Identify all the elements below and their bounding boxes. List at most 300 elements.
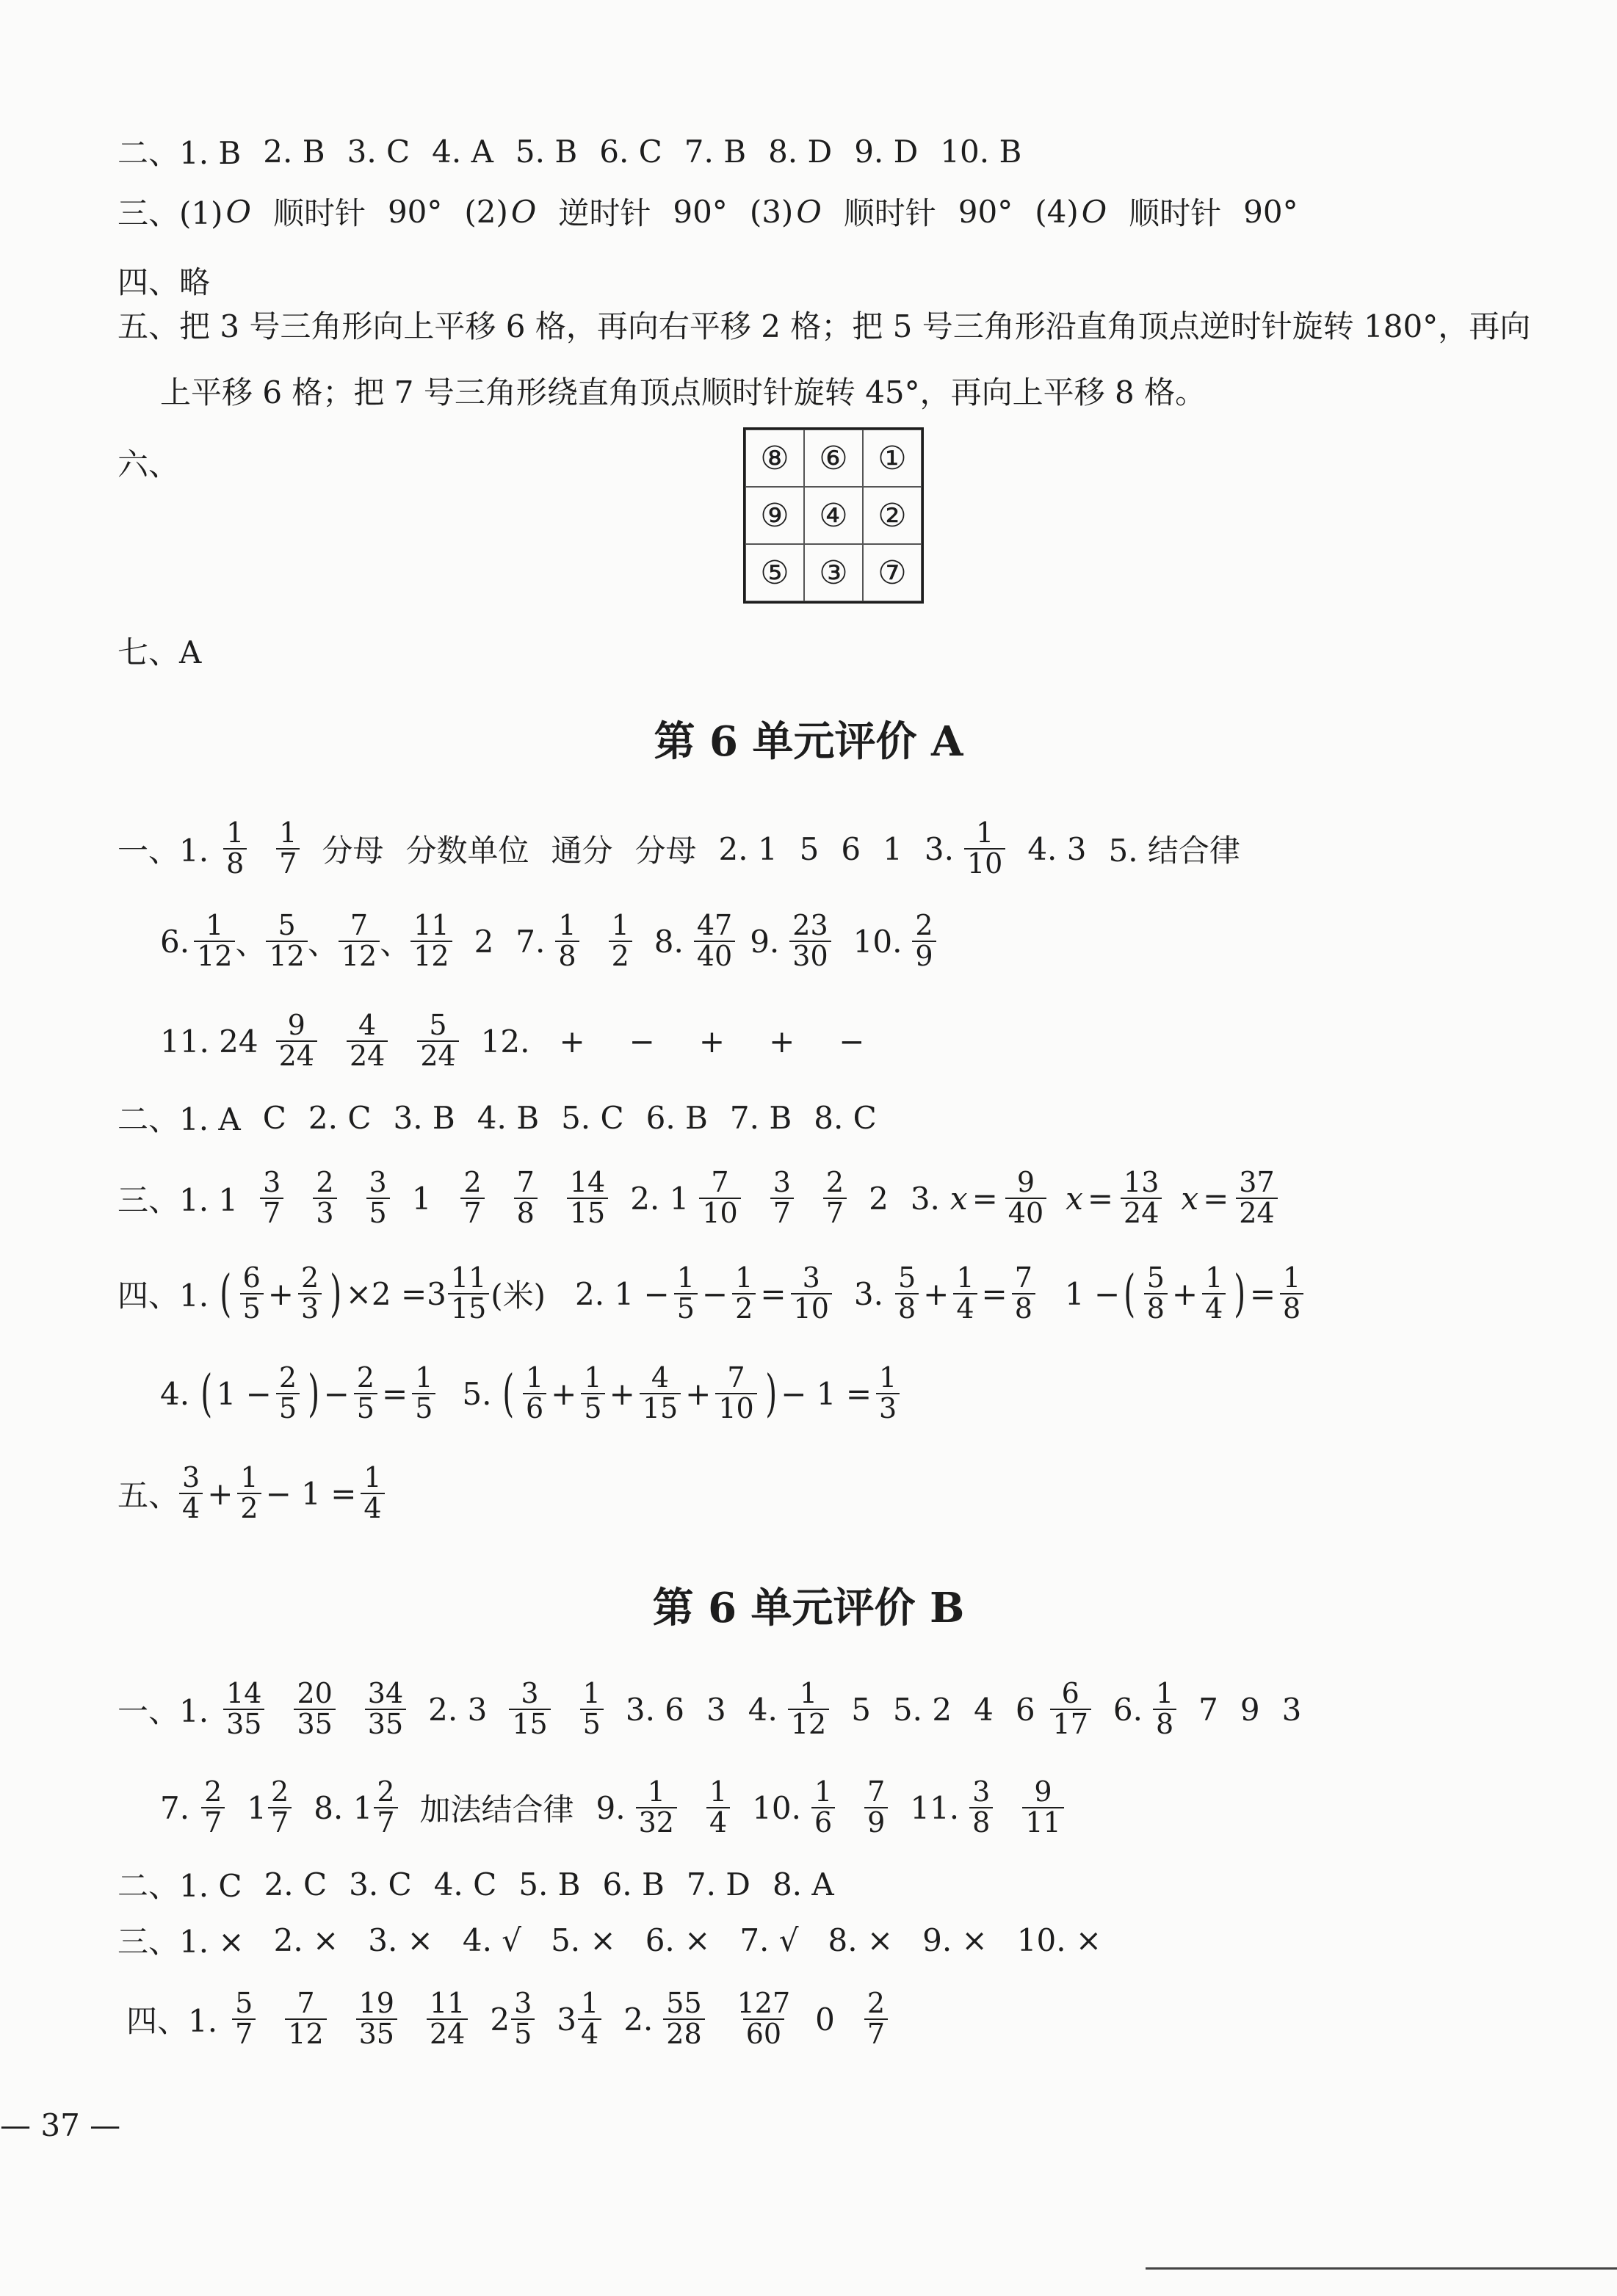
fraction [412, 1361, 435, 1424]
numerator: 6 [1061, 1677, 1079, 1710]
numerator: 1 [976, 816, 994, 850]
fraction [1022, 1775, 1063, 1839]
denominator: 3 [876, 1393, 900, 1424]
fraction [640, 1361, 681, 1424]
answer-text: 90° [958, 193, 1013, 230]
answer-text: 5. B [518, 1866, 581, 1902]
answer-text: 90° [1243, 193, 1298, 230]
unit-a-row-2 [160, 909, 958, 972]
answer-text: 10. [752, 1789, 801, 1826]
fraction [811, 1775, 835, 1839]
denominator: 5 [581, 1393, 604, 1424]
numerator: 3 [802, 1261, 820, 1294]
fraction [788, 1679, 829, 1739]
answer-text: 3. C [349, 1866, 412, 1902]
answer-text: 2 [490, 2001, 510, 2038]
answer-text: − 1 = [265, 1475, 357, 1512]
unit-a-row-6 [117, 1261, 1308, 1325]
fraction [260, 1168, 283, 1228]
answer-text: 11. 24 [160, 1023, 258, 1060]
fraction [427, 1989, 468, 2049]
answer-text: 1 [883, 830, 902, 867]
numerator: 2 [867, 1987, 886, 2020]
numerator: 6 [242, 1261, 261, 1294]
unit-b-row-1 [117, 1677, 1323, 1740]
answer-text: 上平移 6 格；把 7 号三角形绕直角顶点顺时针旋转 45°，再向上平移 8 格。 [160, 374, 1207, 410]
fraction [895, 1261, 919, 1325]
answer-text: 3. 6 [625, 1691, 685, 1728]
grid-cell: ③ [804, 544, 863, 601]
answer-text: 2. [623, 2001, 654, 2038]
denominator: 10 [699, 1198, 740, 1228]
denominator: 12 [194, 941, 235, 971]
denominator: 7 [374, 1807, 397, 1838]
answer-text: 5. × [551, 1922, 616, 1958]
fraction [232, 1989, 256, 2049]
answer-text: 3. × [368, 1922, 433, 1958]
answer-text: 5. 结合律 [1108, 833, 1240, 869]
answer-text: 10. [853, 923, 902, 960]
numerator: 7 [1014, 1261, 1032, 1294]
answer-text: = [981, 1275, 1008, 1312]
answer-text: = [1203, 1180, 1229, 1217]
denominator: 5 [580, 1709, 604, 1739]
answer-text: 、 [380, 925, 411, 961]
fraction [460, 1168, 484, 1228]
fraction [609, 911, 632, 971]
answer-text: + [1171, 1275, 1198, 1312]
denominator: 3 [313, 1198, 336, 1228]
answer-line-5a [117, 303, 1552, 347]
answer-text: 2. 1 [718, 830, 778, 867]
answer-text: = [1087, 1180, 1114, 1217]
numerator: 5 [429, 1009, 447, 1042]
denominator: 7 [201, 1807, 225, 1838]
answer-text: 6. × [645, 1922, 711, 1958]
answer-text: 分母 [322, 833, 384, 869]
denominator: 7 [260, 1198, 283, 1228]
numerator: 1 [581, 1987, 599, 2020]
answer-text: 5 [799, 830, 820, 867]
answer-text: (3) [749, 193, 794, 230]
denominator: 12 [339, 941, 380, 971]
answer-text: 4. [748, 1691, 778, 1728]
answer-text: 9. [596, 1789, 626, 1826]
denominator: 8 [1280, 1293, 1303, 1324]
numerator: 5 [278, 909, 296, 942]
answer-text: 4. [160, 1375, 190, 1412]
fraction [266, 911, 307, 971]
answer-text: 1 [411, 1180, 432, 1217]
denominator: 7 [770, 1198, 794, 1228]
answer-text: 4. B [477, 1099, 540, 1136]
answer-text: 8. C [814, 1099, 877, 1136]
numerator: 19 [358, 1987, 394, 2020]
parenthesis: ( [502, 1364, 515, 1423]
answer-text: 3. B [393, 1099, 455, 1136]
answer-text: 7. B [729, 1099, 792, 1136]
answer-text: x [1181, 1180, 1199, 1217]
denominator: 6 [811, 1807, 835, 1838]
numerator: 2 [356, 1361, 375, 1394]
denominator: 17 [1050, 1709, 1091, 1739]
numerator: 1 [1155, 1677, 1174, 1710]
fraction [1236, 1168, 1277, 1228]
denominator: 15 [509, 1709, 550, 1739]
denominator: 7 [268, 1807, 292, 1838]
denominator: 8 [514, 1198, 538, 1228]
parenthesis: ) [1234, 1264, 1246, 1323]
answer-text: 分母 [634, 833, 697, 869]
denominator: 7 [823, 1198, 847, 1228]
answer-text: 顺时针 [272, 195, 366, 231]
numerator: 7 [711, 1166, 729, 1199]
fraction [240, 1261, 264, 1325]
answer-text: (2) [464, 193, 508, 230]
numerator: 3 [369, 1166, 387, 1199]
fraction [864, 1989, 888, 2049]
answer-text: 12. [480, 1023, 530, 1060]
fraction [1144, 1261, 1168, 1325]
fraction [567, 1168, 608, 1228]
fraction [339, 911, 380, 971]
denominator: 2 [237, 1493, 261, 1524]
answer-text: 8. A [772, 1866, 834, 1902]
denominator: 5 [366, 1198, 390, 1228]
answer-text: + [769, 1023, 795, 1060]
numerator: 1 [525, 1361, 544, 1394]
fraction [864, 1775, 888, 1839]
answer-text: 一、1. [117, 1693, 209, 1729]
fraction [580, 1679, 604, 1739]
answer-text: 90° [387, 193, 443, 230]
answer-text: 4. √ [462, 1922, 522, 1958]
fraction [194, 911, 235, 971]
answer-text: (米) [491, 1278, 546, 1314]
numerator: 11 [413, 909, 449, 942]
denominator: 2 [732, 1293, 756, 1324]
denominator: 5 [240, 1293, 264, 1324]
answer-text: 7. D [686, 1866, 750, 1902]
answer-text: 3. C [347, 133, 410, 170]
fraction [1012, 1261, 1035, 1325]
answer-text: 2. × [273, 1922, 339, 1958]
answer-text: + [685, 1375, 712, 1412]
answer-text: 7. [160, 1789, 190, 1826]
answer-text: ×2 =3 [345, 1275, 446, 1312]
numerator: 14 [569, 1166, 606, 1199]
fraction [361, 1463, 384, 1524]
parenthesis: ( [1124, 1264, 1136, 1323]
answer-line-2 [117, 129, 1043, 173]
answer-line-4 [117, 258, 232, 303]
denominator: 10 [964, 848, 1005, 879]
numerator: 1 [647, 1775, 665, 1808]
numerator: 1 [415, 1361, 433, 1394]
numerator: 1 [879, 1361, 897, 1394]
parenthesis: ) [330, 1264, 342, 1323]
answer-text: 5. C [561, 1099, 624, 1136]
fraction [448, 1261, 489, 1325]
numerator: 47 [696, 909, 733, 942]
numerator: 3 [972, 1775, 991, 1808]
denominator: 8 [1153, 1709, 1176, 1739]
answer-text: x [949, 1180, 968, 1217]
answer-text: 七、A [117, 634, 202, 670]
unit-b-row-3 [117, 1862, 856, 1906]
numerator: 3 [514, 1987, 532, 2020]
denominator: 8 [1144, 1293, 1168, 1324]
numerator: 1 [584, 1361, 602, 1394]
fraction [1202, 1261, 1226, 1325]
denominator: 35 [356, 2018, 397, 2049]
fraction [715, 1361, 756, 1424]
answer-text: x [1066, 1180, 1083, 1217]
fraction [581, 1361, 604, 1424]
fraction [417, 1011, 458, 1071]
fraction [876, 1361, 900, 1424]
denominator: 5 [276, 1393, 300, 1424]
denominator: 6 [523, 1393, 546, 1424]
denominator: 40 [1005, 1198, 1046, 1228]
denominator: 7 [232, 2018, 256, 2049]
numerator: 7 [516, 1166, 535, 1199]
denominator: 5 [674, 1293, 698, 1324]
answer-text: 2. C [264, 1866, 328, 1902]
answer-text: 三、1. × [117, 1924, 245, 1960]
grid-cell: ② [863, 487, 922, 544]
answer-text: 6. [1113, 1691, 1143, 1728]
page-number: — 37 — [0, 2107, 121, 2143]
numerator: 3 [773, 1166, 791, 1199]
fraction [663, 1989, 704, 2049]
numerator: 1 [956, 1261, 974, 1294]
answer-text: 1 − [1064, 1275, 1121, 1312]
answer-text: 2 [869, 1180, 889, 1217]
answer-line-5b [160, 369, 1228, 413]
answer-text: O [510, 193, 537, 230]
denominator: 15 [640, 1393, 681, 1424]
answer-text: 2 [474, 923, 494, 960]
denominator: 15 [448, 1293, 489, 1324]
parenthesis: ( [220, 1264, 232, 1323]
fraction [298, 1261, 322, 1325]
fraction [969, 1775, 993, 1839]
fraction [555, 911, 579, 971]
denominator: 28 [663, 2018, 704, 2049]
answer-text: = [972, 1180, 998, 1217]
denominator: 9 [912, 941, 936, 971]
fraction [699, 1168, 740, 1228]
numerator: 11 [429, 1987, 466, 2020]
answer-text: 顺时针 [1129, 195, 1222, 231]
numerator: 3 [263, 1166, 281, 1199]
denominator: 24 [417, 1040, 458, 1071]
fraction [523, 1361, 546, 1424]
answer-text: + [267, 1275, 294, 1312]
fraction [347, 1011, 388, 1071]
fraction [1050, 1679, 1091, 1739]
denominator: 2 [609, 941, 632, 971]
numerator: 9 [287, 1009, 305, 1042]
fraction [410, 911, 452, 971]
answer-text: 5. 2 [892, 1691, 952, 1728]
fraction [734, 1989, 794, 2049]
fraction [1153, 1679, 1176, 1739]
answer-text: 3 [557, 2001, 576, 2038]
answer-text: 4. C [433, 1866, 497, 1902]
parenthesis: ) [308, 1364, 320, 1423]
fraction [953, 1261, 977, 1325]
answer-text: 二、1. A [117, 1101, 241, 1137]
answer-text: + [559, 1023, 585, 1060]
answer-text: 6. B [645, 1099, 708, 1136]
denominator: 12 [266, 941, 307, 971]
fraction [1005, 1168, 1046, 1228]
grid-cell: ⑦ [863, 544, 922, 601]
answer-text: 5. B [515, 133, 578, 170]
answer-text: 顺时针 [843, 195, 936, 231]
answer-text: 逆时针 [558, 195, 651, 231]
answer-text: 一、1. [117, 833, 209, 869]
fraction [365, 1679, 406, 1739]
answer-text: 2. 3 [428, 1691, 488, 1728]
numerator: 2 [301, 1261, 319, 1294]
fraction [732, 1261, 756, 1325]
fraction [791, 1261, 832, 1325]
fraction [313, 1168, 336, 1228]
answer-text: + [609, 1375, 635, 1412]
answer-text: − [323, 1375, 350, 1412]
answer-text: 11. [910, 1789, 960, 1826]
answer-text: 六、 [117, 446, 180, 482]
fraction [964, 816, 1005, 880]
answer-text: 2. C [308, 1099, 372, 1136]
unit-a-row-4 [117, 1096, 899, 1140]
fraction [366, 1168, 390, 1228]
parenthesis: ( [200, 1364, 213, 1423]
denominator: 5 [511, 2018, 535, 2049]
answer-text: 3. [924, 830, 954, 867]
fraction [268, 1775, 292, 1839]
denominator: 5 [354, 1393, 377, 1424]
fraction [276, 1361, 300, 1424]
answer-text: 、 [307, 925, 339, 961]
answer-line-6 [117, 441, 201, 485]
fraction [223, 1679, 264, 1739]
answer-text: 、 [235, 925, 267, 961]
answer-text: 7. [516, 923, 546, 960]
answer-text: 90° [673, 193, 728, 230]
answer-text: + [923, 1275, 949, 1312]
answer-text: 三、1. 1 [117, 1182, 239, 1218]
numerator: 9 [1016, 1166, 1035, 1199]
answer-text: O [1081, 193, 1107, 230]
grid-cell: ④ [804, 487, 863, 544]
fraction [770, 1168, 794, 1228]
denominator: 8 [555, 941, 579, 971]
answer-text: = [381, 1375, 408, 1412]
unit-a-row-3 [160, 1009, 886, 1072]
numerator: 2 [915, 909, 933, 942]
numerator: 4 [651, 1361, 670, 1394]
denominator: 8 [223, 848, 247, 879]
denominator: 10 [715, 1393, 756, 1424]
parenthesis: ) [764, 1364, 777, 1423]
denominator: 35 [223, 1709, 264, 1739]
answer-text: 9. [750, 923, 780, 960]
fraction [694, 911, 735, 971]
answer-text: C [262, 1099, 286, 1136]
numerator: 3 [521, 1677, 539, 1710]
unit-b-row-4 [117, 1918, 1124, 1962]
numerator: 2 [825, 1166, 844, 1199]
fraction [1280, 1261, 1303, 1325]
denominator: 4 [578, 2018, 601, 2049]
denominator: 4 [361, 1493, 384, 1524]
answer-text: 四、1. [126, 2003, 218, 2039]
answer-text: 6. C [599, 133, 662, 170]
numerator: 1 [558, 909, 576, 942]
answer-text: 2. 1 − [575, 1275, 670, 1312]
grid-cell: ① [863, 430, 922, 487]
fraction [374, 1775, 397, 1839]
answer-line-3 [117, 189, 1320, 233]
denominator: 24 [1121, 1198, 1162, 1228]
numerator: 1 [611, 909, 629, 942]
unit-b-row-5 [126, 1987, 910, 2050]
answer-text: 二、1. C [117, 1868, 242, 1904]
answer-text: 10. × [1016, 1922, 1102, 1958]
answer-text: 五、 [117, 1477, 180, 1513]
denominator: 40 [694, 941, 735, 971]
numerator: 2 [278, 1361, 297, 1394]
fraction [223, 816, 247, 880]
fraction [276, 1011, 317, 1071]
fraction [823, 1168, 847, 1228]
answer-text: O [796, 193, 822, 230]
answer-text: 8. D [768, 133, 833, 170]
fraction [789, 911, 831, 971]
denominator: 3 [298, 1293, 322, 1324]
fraction [509, 1679, 550, 1739]
numerator: 1 [676, 1261, 695, 1294]
answer-text: 9. D [854, 133, 919, 170]
numerator: 9 [1034, 1775, 1052, 1808]
numerator: 4 [358, 1009, 377, 1042]
answer-text: 0 [815, 2001, 835, 2038]
numerator: 5 [1146, 1261, 1165, 1294]
denominator: 4 [953, 1293, 977, 1324]
denominator: 32 [636, 1807, 677, 1838]
numerator: 7 [350, 909, 369, 942]
answer-text: 6. [160, 923, 190, 960]
unit-b-row-2 [160, 1775, 1086, 1839]
answer-text: 8. × [828, 1922, 894, 1958]
denominator: 12 [410, 941, 452, 971]
answer-text: 加法结合律 [419, 1792, 574, 1828]
answer-text: 6 [841, 830, 861, 867]
answer-text: 9. × [922, 1922, 988, 1958]
answer-line-7 [117, 629, 223, 673]
denominator: 24 [347, 1040, 388, 1071]
denominator: 4 [1202, 1293, 1226, 1324]
answer-text: 8. [654, 923, 684, 960]
unit-b-title: 第 6 单元评价 B [652, 1584, 965, 1632]
numerator: 5 [235, 1987, 253, 2020]
fraction [636, 1775, 677, 1839]
numerator: 1 [582, 1677, 601, 1710]
